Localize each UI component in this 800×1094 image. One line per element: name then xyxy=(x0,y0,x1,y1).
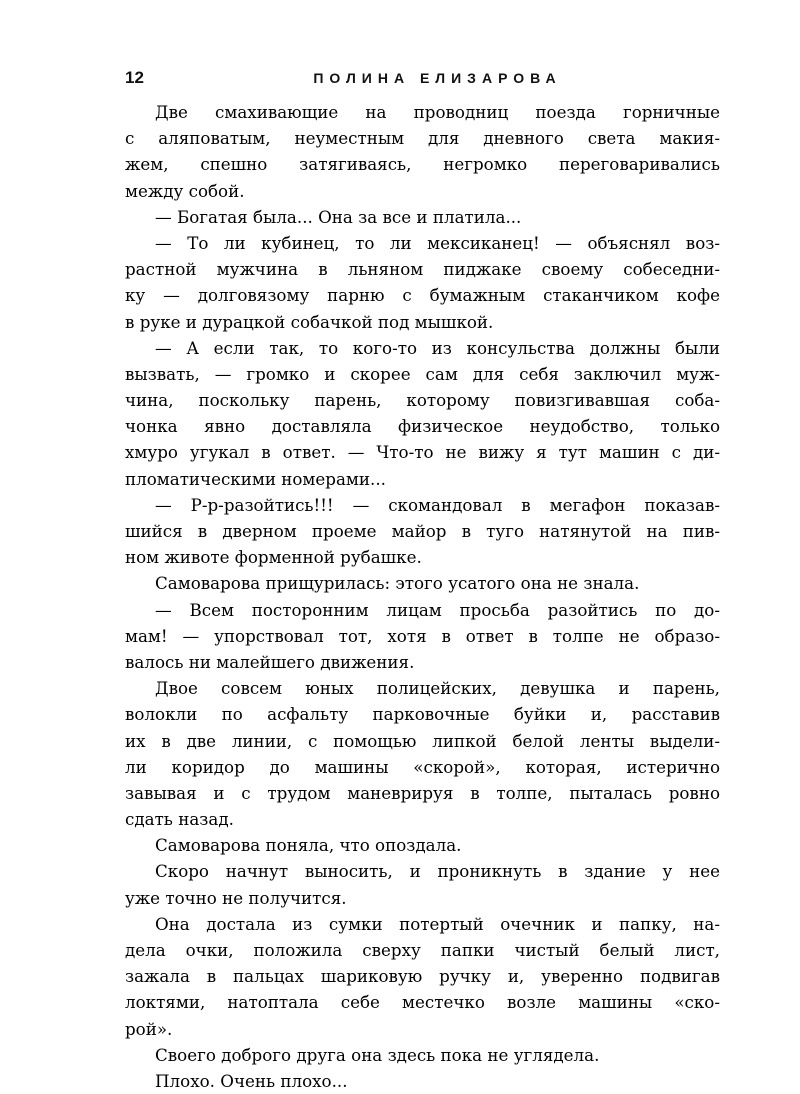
book-author: ПОЛИНА ЕЛИЗАРОВА xyxy=(313,70,562,86)
paragraph xyxy=(125,858,720,910)
paragraph xyxy=(125,1042,720,1068)
text-line: Две смахивающие на проводниц поезда горничные xyxy=(155,102,720,122)
text-line: шийся в дверном проеме майор в туго натянутой на пив- xyxy=(125,521,720,541)
text-line: ку — долговязому парню с бумажным стаканчиком кофе xyxy=(125,285,720,306)
text-line: Скоро начнут выносить, и проникнуть в здание у нее xyxy=(155,861,720,882)
running-head xyxy=(125,66,720,90)
text-line: Она достала из сумки потертый очечник и папку, на- xyxy=(155,913,720,934)
text-line: между собой. xyxy=(125,180,245,201)
text-line: завывая и с трудом маневрируя в толпе, пыталась ровно xyxy=(125,782,720,803)
text-line: зажала в пальцах шариковую ручку и, уверенно подвигав xyxy=(125,966,720,987)
text-line: чина, поскольку парень, которому повизгивавшая соба- xyxy=(125,390,720,411)
text-line: их в две линии, с помощью липкой белой ленты выдели- xyxy=(125,730,720,751)
text-line: волокли по асфальту парковочные буйки и, расставив xyxy=(125,704,720,725)
text-line: ли коридор до машины «скорой», которая, истерично xyxy=(125,756,720,777)
paragraph xyxy=(125,204,720,230)
paragraph xyxy=(125,492,720,571)
text-line: хмуро угукал в ответ. — Что-то не вижу я тут машин с ди- xyxy=(125,442,720,463)
text-line: в руке и дурацкой собачкой под мышкой. xyxy=(125,311,494,332)
text-line: Своего доброго друга она здесь пока не углядела. xyxy=(155,1044,600,1065)
text-line: валось ни малейшего движения. xyxy=(125,651,415,672)
paragraph xyxy=(125,230,720,335)
paragraph xyxy=(125,570,720,596)
text-line: дела очки, положила сверху папки чистый белый лист, xyxy=(125,940,720,960)
text-line: Плохо. Очень плохо... xyxy=(155,1070,348,1091)
paragraph xyxy=(125,911,720,1042)
text-body xyxy=(125,99,720,1094)
text-line: с аляповатым, неуместным для дневного света макия- xyxy=(125,128,720,149)
text-line: жем, спешно затягиваясь, негромко переговаривались xyxy=(125,154,720,175)
text-line: — То ли кубинец, то ли мексиканец! — объяснял воз- xyxy=(155,232,720,253)
text-line: сдать назад. xyxy=(125,809,234,830)
text-line: Самоварова прищурилась: этого усатого она не знала. xyxy=(155,573,640,594)
text-line: Самоварова поняла, что опоздала. xyxy=(155,835,462,856)
page-number: 12 xyxy=(125,68,144,87)
paragraph xyxy=(125,335,720,492)
text-line: уже точно не получится. xyxy=(125,887,347,908)
paragraph xyxy=(125,99,720,204)
text-line: ном животе форменной рубашке. xyxy=(125,547,422,568)
text-line: вызвать, — громко и скорее сам для себя заключил муж- xyxy=(125,363,720,384)
text-line: — Р-р-разойтись!!! — скомандовал в мегафон показав- xyxy=(155,494,720,515)
text-line: локтями, натоптала себе местечко возле машины «ско- xyxy=(125,992,720,1013)
text-line: пломатическими номерами... xyxy=(125,468,386,489)
text-line: растной мужчина в льняном пиджаке своему собеседни- xyxy=(125,259,720,280)
paragraph xyxy=(125,675,720,832)
paragraph xyxy=(125,1068,720,1094)
text-line: — Всем посторонним лицам просьба разойтись по до- xyxy=(155,599,720,620)
paragraph xyxy=(125,597,720,676)
paragraph xyxy=(125,832,720,858)
text-line: чонка явно доставляла физическое неудобство, только xyxy=(125,416,720,437)
text-line: — Богатая была... Она за все и платила... xyxy=(155,206,522,227)
text-line: мам! — упорствовал тот, хотя в ответ в толпе не образо- xyxy=(125,625,720,646)
text-line: Двое совсем юных полицейских, девушка и парень, xyxy=(155,678,720,699)
text-line: — А если так, то кого-то из консульства должны были xyxy=(155,337,720,358)
text-line: рой». xyxy=(125,1018,173,1039)
